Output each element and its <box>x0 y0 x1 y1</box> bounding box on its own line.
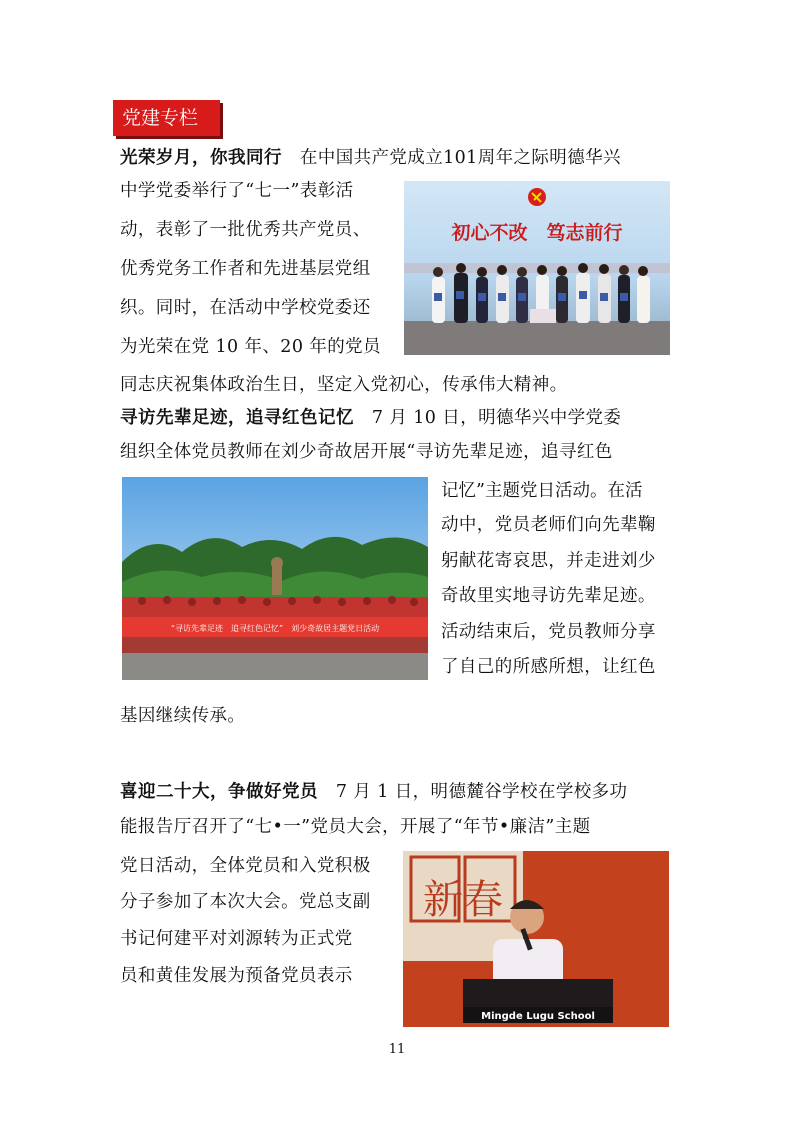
article3-side-line: 书记何建平对刘源转为正式党 <box>120 929 353 949</box>
article2-headline: 寻访先辈足迹，追寻红色记忆 <box>120 408 354 428</box>
article2-side-line: 记忆”主题党日活动。在活 <box>441 481 643 501</box>
article3-side-line: 党日活动，全体党员和入党积极 <box>120 856 371 876</box>
award-ceremony-photo <box>404 181 670 355</box>
article1-line: 优秀党务工作者和先进基层党组 <box>120 259 371 279</box>
article3-side-line: 员和黄佳发展为预备党员表示 <box>120 966 353 986</box>
article1-first-line <box>120 143 672 173</box>
article2-last-line: 基因继续传承。 <box>120 706 246 726</box>
article1-line: 为光荣在党 10 年、20 年的党员 <box>120 337 381 357</box>
article3-intro: 7 月 1 日，明德麓谷学校在学校多功 <box>318 782 628 802</box>
article1-line: 动，表彰了一批优秀共产党员、 <box>120 220 371 240</box>
page-number: 11 <box>388 1042 406 1057</box>
article2-side-line: 躬献花寄哀思，并走进刘少 <box>441 551 656 571</box>
article3-headline: 喜迎二十大，争做好党员 <box>120 782 318 802</box>
article3-first-line <box>120 777 672 807</box>
memorial-group-photo <box>122 477 428 680</box>
article1-intro: 在中国共产党成立101周年之际明德华兴 <box>282 148 621 168</box>
article1-headline: 光荣岁月，你我同行 <box>120 148 282 168</box>
wall-calligraphy-text: 新春 <box>423 877 503 923</box>
article2-side-line: 了自己的所感所想，让红色 <box>441 657 656 677</box>
photo-banner-text: 初心不改 笃志前行 <box>451 222 623 244</box>
article2-side-line: 活动结束后，党员教师分享 <box>441 622 656 642</box>
article3-side-line: 分子参加了本次大会。党总支副 <box>120 892 371 912</box>
article1-line: 织。同时，在活动中学校党委还 <box>120 298 371 318</box>
article2-side-line: 动中，党员老师们向先辈鞠 <box>441 515 656 535</box>
photo-banner-text: “寻访先辈足迹 追寻红色记忆” 刘少奇故居主题党日活动 <box>170 624 380 633</box>
article3-line: 能报告厅召开了“七•一”党员大会，开展了“年节•廉洁”主题 <box>120 817 591 837</box>
lectern-label-text: Mingde Lugu School <box>481 1011 595 1022</box>
article1-line: 中学党委举行了“七一”表彰活 <box>120 181 354 201</box>
article2-first-line <box>120 403 672 433</box>
article2-intro: 7 月 10 日，明德华兴中学党委 <box>354 408 622 428</box>
article2-line: 组织全体党员教师在刘少奇故居开展“寻访先辈足迹，追寻红色 <box>120 442 613 462</box>
speaker-photo <box>403 851 669 1027</box>
section-tag: 党建专栏 <box>113 100 220 136</box>
article2-side-line: 奇故里实地寻访先辈足迹。 <box>441 586 656 606</box>
article1-last-line: 同志庆祝集体政治生日，坚定入党初心，传承伟大精神。 <box>120 375 568 395</box>
